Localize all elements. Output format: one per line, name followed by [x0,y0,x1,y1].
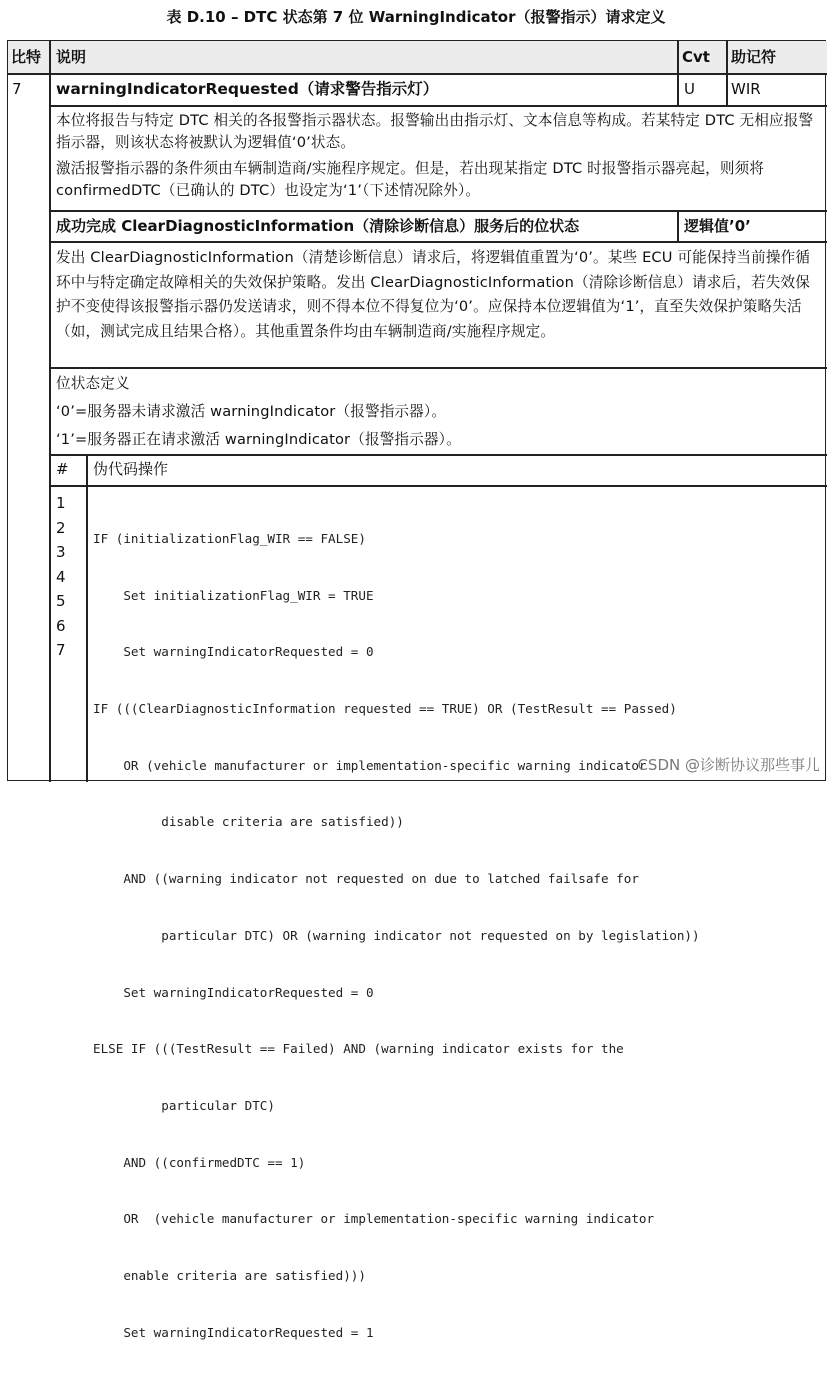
code-line: IF (initializationFlag_WIR == FALSE) [93,530,366,546]
table-caption: 表 D.10 – DTC 状态第 7 位 WarningIndicator（报警指示）请求定义 [166,8,666,26]
code-line: AND ((warning indicator not requested on due to latched failsafe for [93,871,639,887]
line-number: 3 [56,543,66,561]
code-line: Set warningIndicatorRequested = 0 [93,984,374,1000]
pseudo-num-header: # [56,460,69,478]
description-para1: 本位将报告与特定 DTC 相关的各报警指示器状态。报警输出由指示灯、文本信息等构成。若某特定 DTC 无相应报警指示器，则该状态将被默认为逻辑值‘0’状态。 [56,112,814,151]
clear-state-title: 成功完成 ClearDiagnosticInformation（清除诊断信息）服务后的位状态 [56,217,580,235]
bit-mnemonic: WIR [731,80,761,98]
code-line: OR (vehicle manufacturer or implementation-specific warning indicator [93,757,647,773]
line-number: 7 [56,641,66,659]
code-line: disable criteria are satisfied)) [93,814,404,830]
code-line: particular DTC) [93,1098,275,1113]
code-line: particular DTC) OR (warning indicator not requested on by legislation)) [93,927,700,943]
pseudo-op-header: 伪代码操作 [93,460,169,478]
code-line: Set initializationFlag_WIR = TRUE [93,587,374,603]
line-number: 4 [56,567,66,586]
code-line: Set warningIndicatorRequested = 1 [93,1324,374,1340]
bit-cvt: U [684,80,695,98]
code-line: enable criteria are satisfied))) [93,1268,366,1284]
dtc-bit7-table [7,40,826,1340]
code-line: OR (vehicle manufacturer or implementation-specific warning indicator [93,1211,655,1227]
clear-state-text: 发出 ClearDiagnosticInformation（清楚诊断信息）请求后，将逻辑值重置为‘0’。某些 ECU 可能保持当前操作循环中与特定确定故障相关的失效保护策略。发出 ClearDiagnosticInformation（清除诊断信息）请求后，若失效保护不变使得该报警指示器仍发送请求，则不得本位不得复位为‘0’。应保持本位逻辑值为‘1’，直至失效保护策略失活（如，测试完成且结果合格）。其他重置条件均由车辆制造商/实施程序规定。 [56,249,811,340]
code-line: IF (((ClearDiagnosticInformation requested == TRUE) OR (TestResult == Passed) [93,700,677,716]
code-line: Set warningIndicatorRequested = 0 [93,644,374,660]
state-def-zero: ‘0’=服务器未请求激活 warningIndicator（报警指示器）。 [56,403,447,420]
line-number: 5 [56,592,66,610]
bit-name: warningIndicatorRequested（请求警告指示灯） [56,80,439,98]
description-para2: 激活报警指示器的条件须由车辆制造商/实施程序规定。但是，若出现某指定 DTC 时报警指示器亮起，则须将 confirmedDTC（已确认的 DTC）也设定为‘1’（下述情况除外）。 [56,160,765,199]
watermark: CSDN @诊断协议那些事儿 [637,756,820,774]
line-number: 1 [56,494,66,512]
header-bit: 比特 [11,48,42,66]
line-number: 6 [56,616,66,635]
code-line: AND ((confirmedDTC == 1) [93,1154,306,1170]
state-def-title: 位状态定义 [56,375,130,392]
state-def-one: ‘1’=服务器正在请求激活 warningIndicator（报警指示器）。 [56,431,461,448]
pseudo-line-numbers [56,491,76,663]
line-number: 2 [56,518,66,537]
header-description: 说明 [56,48,87,66]
code-line: ELSE IF (((TestResult == Failed) AND (warning indicator exists for the [93,1041,624,1057]
pseudo-code-block [93,492,823,1381]
clear-state-logic: 逻辑值’0’ [684,217,751,235]
header-cvt: Cvt [682,48,710,66]
bit-number: 7 [12,80,22,98]
header-mnemonic: 助记符 [731,48,777,66]
